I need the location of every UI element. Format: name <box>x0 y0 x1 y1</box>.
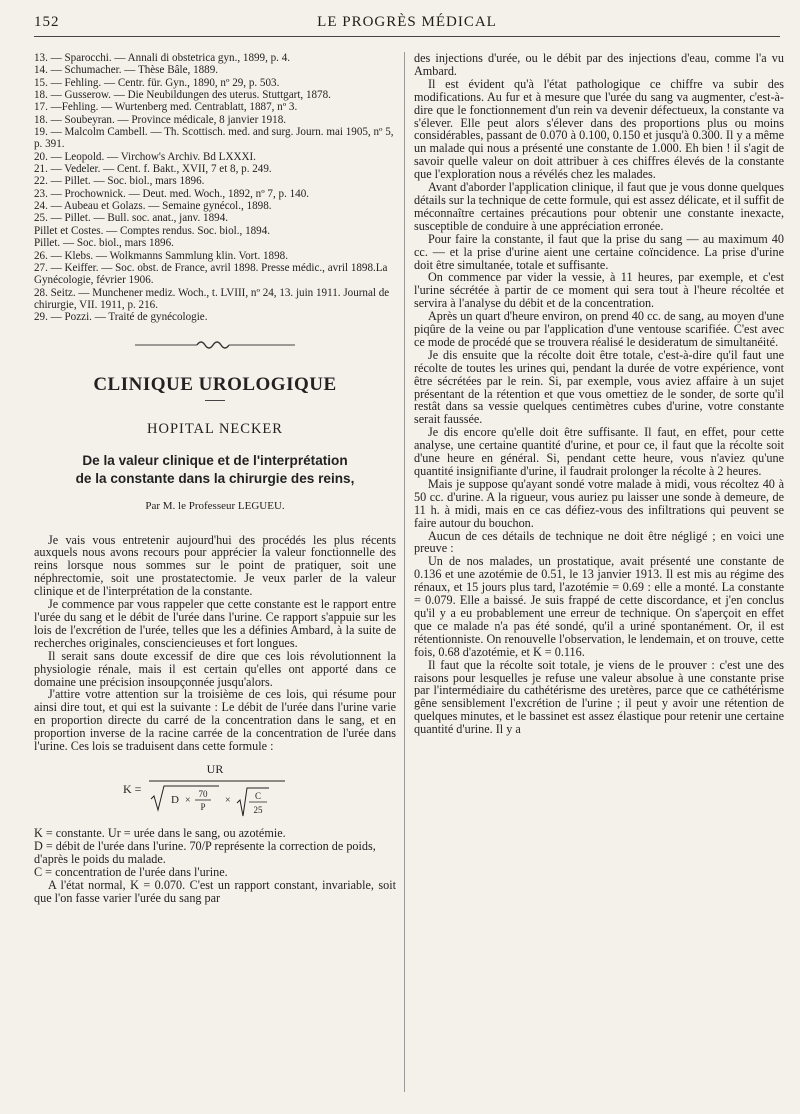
reference-item: Pillet. — Soc. biol., mars 1896. <box>34 237 174 250</box>
body-paragraph: Je dis ensuite que la récolte doit être totale, c'est-à-dire qu'il faut une récolte de toutes les urines qui, pendant la durée de votre expérience, vont être sécrétées par le rein. Si, par exemple, vous aviez affaire à un sujet présentant de la rétention et que vous omettiez de le sonder, de sorte qu'il restât dans sa vessie quelques centimètres cubes d'urine, votre constante serait faussée. <box>414 347 784 427</box>
reference-item: 18. — Gusserow. — Die Neubildungen des uterus. Stuttgart, 1878. <box>34 89 331 102</box>
ornamental-divider <box>34 338 396 350</box>
formula-numerator: UR <box>206 761 224 776</box>
reference-item: 26. — Klebs. — Wolkmanns Sammlung klin. Vort. 1898. <box>34 249 288 262</box>
body-paragraph: Avant d'aborder l'application clinique, il faut que je vous donne quelques détails sur la technique de cette formule, qui est assez délicate, et il suffit de méconnaître certaines précautions pour obtenir une constante inexacte, susceptible de conduire à une appréciation erronée. <box>414 180 784 233</box>
reference-item: Pillet et Costes. — Comptes rendus. Soc. biol., 1894. <box>34 224 271 237</box>
section-title: CLINIQUE UROLOGIQUE <box>93 373 337 395</box>
article-title-line: de la constante dans la chirurgie des reins, <box>75 470 355 486</box>
column-divider <box>404 52 405 1092</box>
body-paragraph: des injections d'urée, ou le débit par des injections d'eau, comme l'a vu Ambard. <box>414 52 784 78</box>
reference-item: 22. — Pillet. — Soc. biol., mars 1896. <box>34 175 205 188</box>
article-title <box>34 452 396 488</box>
body-paragraph: Aucun de ces détails de technique ne doit être négligé ; en voici une preuve : <box>414 528 784 556</box>
body-paragraph: On commence par vider la vessie, à 11 heures, par exemple, et c'est l'urine sécrétée à partir de ce moment qui sera tout à l'heure récoltée et servira à l'analyse du débit et de la concentration. <box>414 270 784 311</box>
body-paragraph: Je vais vous entretenir aujourd'hui des procédés les plus récents auxquels nous avons recours pour apprécier la valeur fonctionnelle des reins lorsque nous sommes sur le point de pratiquer, soit une néphrectomie, soit une prostatectomie. Je veux parler de la valeur clinique et de l'interprétation de la constante. <box>34 532 396 599</box>
body-paragraph: Il est évident qu'à l'état pathologique ce chiffre va subir des modifications. Au fur et à mesure que l'urée du sang va augmenter, c'est-à-dire que le fonctionnement d'un rein va devenir défectueux, la constante va s'élever. Elle peut alors s'élever dans des proportions plus ou moins considérables, passant de 0.070 à 0.100, 0.150 et jusqu'à 0.300. Il y a même un malade qui nous a présenté une constante de 1.000. Eh bien ! il s'agit de savoir quelle valeur on doit attribuer à ces chiffres élevés de la constante que l'exploration nous a révélés chez les malades. <box>414 76 784 182</box>
reference-item: 23. — Prochownick. — Deut. med. Woch., 1892, nº 7, p. 140. <box>34 187 310 200</box>
reference-item: 15. — Fehling. — Centr. für. Gyn., 1890, nº 29, p. 503. <box>34 76 280 89</box>
formula-lhs: K = <box>123 781 142 796</box>
formula-70: 70 <box>198 788 208 799</box>
right-column <box>414 52 784 1104</box>
body-paragraph: Pour faire la constante, il faut que la prise du sang — au maximum 40 cc. — et la prise d'urine aient une certaine coïncidence. La prise d'urine doit être simultanée, totale et suffisante. <box>414 231 784 272</box>
reference-item: 19. — Malcolm Cambell. — Th. Scottisch. med. and surg. Journ. mai 1905, nº 5, p. 391. <box>34 126 394 151</box>
formula-c: C <box>254 790 262 801</box>
page-number: 152 <box>34 14 60 30</box>
reference-item: 27. — Keiffer. — Soc. obst. de France, avril 1898. Presse médic., avril 1898.La Gynécologie, février 1906. <box>34 261 388 287</box>
formula-times-2: × <box>225 794 231 806</box>
article-title-line: De la valeur clinique et de l'interprétation <box>82 452 348 468</box>
definition-line: K = constante. Ur = urée dans le sang, ou azotémie. <box>34 825 286 840</box>
reference-item: 18. — Soubeyran. — Province médicale, 8 janvier 1918. <box>34 113 287 126</box>
body-paragraph: Après un quart d'heure environ, on prend 40 cc. de sang, au moyen d'une piqûre de la veine ou par l'application d'une ventouse scarifiée. C'est avec ce mode de procédé que se trouvera réalisé le desideratum de simultanéité. <box>414 309 784 349</box>
author-byline: Par M. le Professeur LEGUEU. <box>145 499 285 512</box>
reference-item: 14. — Schumacher. — Thèse Bâle, 1889. <box>34 64 219 77</box>
reference-item: 13. — Sparocchi. — Annali di obstetrica gyn., 1899, p. 4. <box>34 52 291 64</box>
body-paragraph: Il serait sans doute excessif de dire que ces lois révolutionnent la physiologie rénale, mais il est certain qu'elles ont apporté dans ce domaine une précision insoupçonnée jusqu'alors. <box>34 648 396 689</box>
formula-d: D <box>171 793 179 806</box>
body-paragraph: Je commence par vous rappeler que cette constante est le rapport entre l'urée du sang et le débit de l'urée dans l'urine. Ce rapport s'appuie sur les lois de l'excrétion de l'urée, telles que les a définies Ambard, à la suite de recherches originales, consciencieuses et fort longues. <box>34 597 396 650</box>
reference-item: 17. —Fehling. — Wurtenberg med. Centrablatt, 1887, nº 3. <box>34 101 298 114</box>
reference-item: 20. — Leopold. — Virchow's Archiv. Bd LXXXI. <box>34 150 256 163</box>
formula-times: × <box>185 794 191 806</box>
reference-item: 28. Seitz. — Munchener mediz. Woch., t. LVIII, nº 24, 13. juin 1911. Journal de chirurgie, VII. 1911, p. 216. <box>34 286 390 311</box>
body-paragraph: Mais je suppose qu'ayant sondé votre malade à midi, vous récoltez 40 à 50 cc. d'urine. A la rigueur, vous auriez pu laisser une sonde à demeure, de 11 h. à midi, mais en ce cas défiez-vous des infiltrations qui peuvent se faire autour du bouchon. <box>414 476 784 530</box>
body-paragraph: A l'état normal, K = 0.070. C'est un rapport constant, invariable, soit que l'on fasse varier l'urée du sang par <box>34 877 396 905</box>
reference-item: 29. — Pozzi. — Traité de gynécologie. <box>34 311 208 324</box>
body-paragraph: J'attire votre attention sur la troisième de ces lois, qui résume pour ainsi dire tout, et qui est la suivante : Le débit de l'urée dans l'urine varie en proportion directe du carré de la concentration dans le sang, et en proportion inverse de la racine carrée de la concentration de l'urée dans l'urine. Ces lois se traduisent dans cette formule : <box>34 687 396 754</box>
body-paragraph: Un de nos malades, un prostatique, avait présenté une constante de 0.136 et une azotémie de 0.51, le 13 janvier 1913. Il est mis au régime des rénaux, et 15 jours plus tard, l'azotémie = 0.69 : elle a monté. La constante = 0.079. Elle a baissé. Je suis frappé de cette discordance, et j'en conclus qu'il y a eu probablement une erreur de technique. On s'aperçoit en effet que ce malade n'a pas été sondé, qu'il a uriné spontanément. Or, il est rétentionniste. On renouvelle l'observation, le lendemain, et on trouve, cette fois, 0.68 d'azotémie, et K = 0.116. <box>414 554 784 659</box>
hospital-name: HOPITAL NECKER <box>147 420 283 437</box>
reference-item: 25. — Pillet. — Bull. soc. anat., janv. 1894. <box>34 212 229 225</box>
formula-25: 25 <box>253 804 263 815</box>
body-paragraph: Je dis encore qu'elle doit être suffisante. Il faut, en effet, pour cette analyse, une certaine quantité d'urine, et pour ce, il faut que la récolte soit d'une heure en général. Si, pendant cette heure, vous n'aviez qu'une quantité insignifiante d'urine, il faudrait prolonger la récolte à 2 heures. <box>414 425 784 478</box>
reference-item: 21. — Vedeler. — Cent. f. Bakt., XVII, 7 et 8, p. 249. <box>34 163 272 176</box>
left-column <box>34 52 396 1104</box>
reference-item: 24. — Aubeau et Golazs. — Semaine gynécol., 1898. <box>34 200 272 213</box>
definition-line: C = concentration de l'urée dans l'urine. <box>34 864 228 879</box>
body-paragraph: Il faut que la récolte soit totale, je viens de le prouver : c'est une des raisons pour lesquelles je refuse une valeur absolue à une constante prise par l'intermédiaire du cathétérisme des uretères, parce que ce cathétérisme gêne sensiblement l'excrétion de l'urine ; il peut y avoir une rétention de quelques minutes, et le bassinet est assez élastique pour retenir une certaine quantité d'urine. Il y a <box>414 657 784 737</box>
formula-p: P <box>200 801 206 812</box>
running-title: LE PROGRÈS MÉDICAL <box>317 14 497 30</box>
reference-list <box>34 52 396 324</box>
running-header <box>34 14 780 37</box>
definition-line: D = débit de l'urée dans l'urine. 70/P représente la correction de poids, d'après le poids du malade. <box>34 838 376 866</box>
constant-formula <box>34 759 396 823</box>
title-rule <box>205 400 225 401</box>
